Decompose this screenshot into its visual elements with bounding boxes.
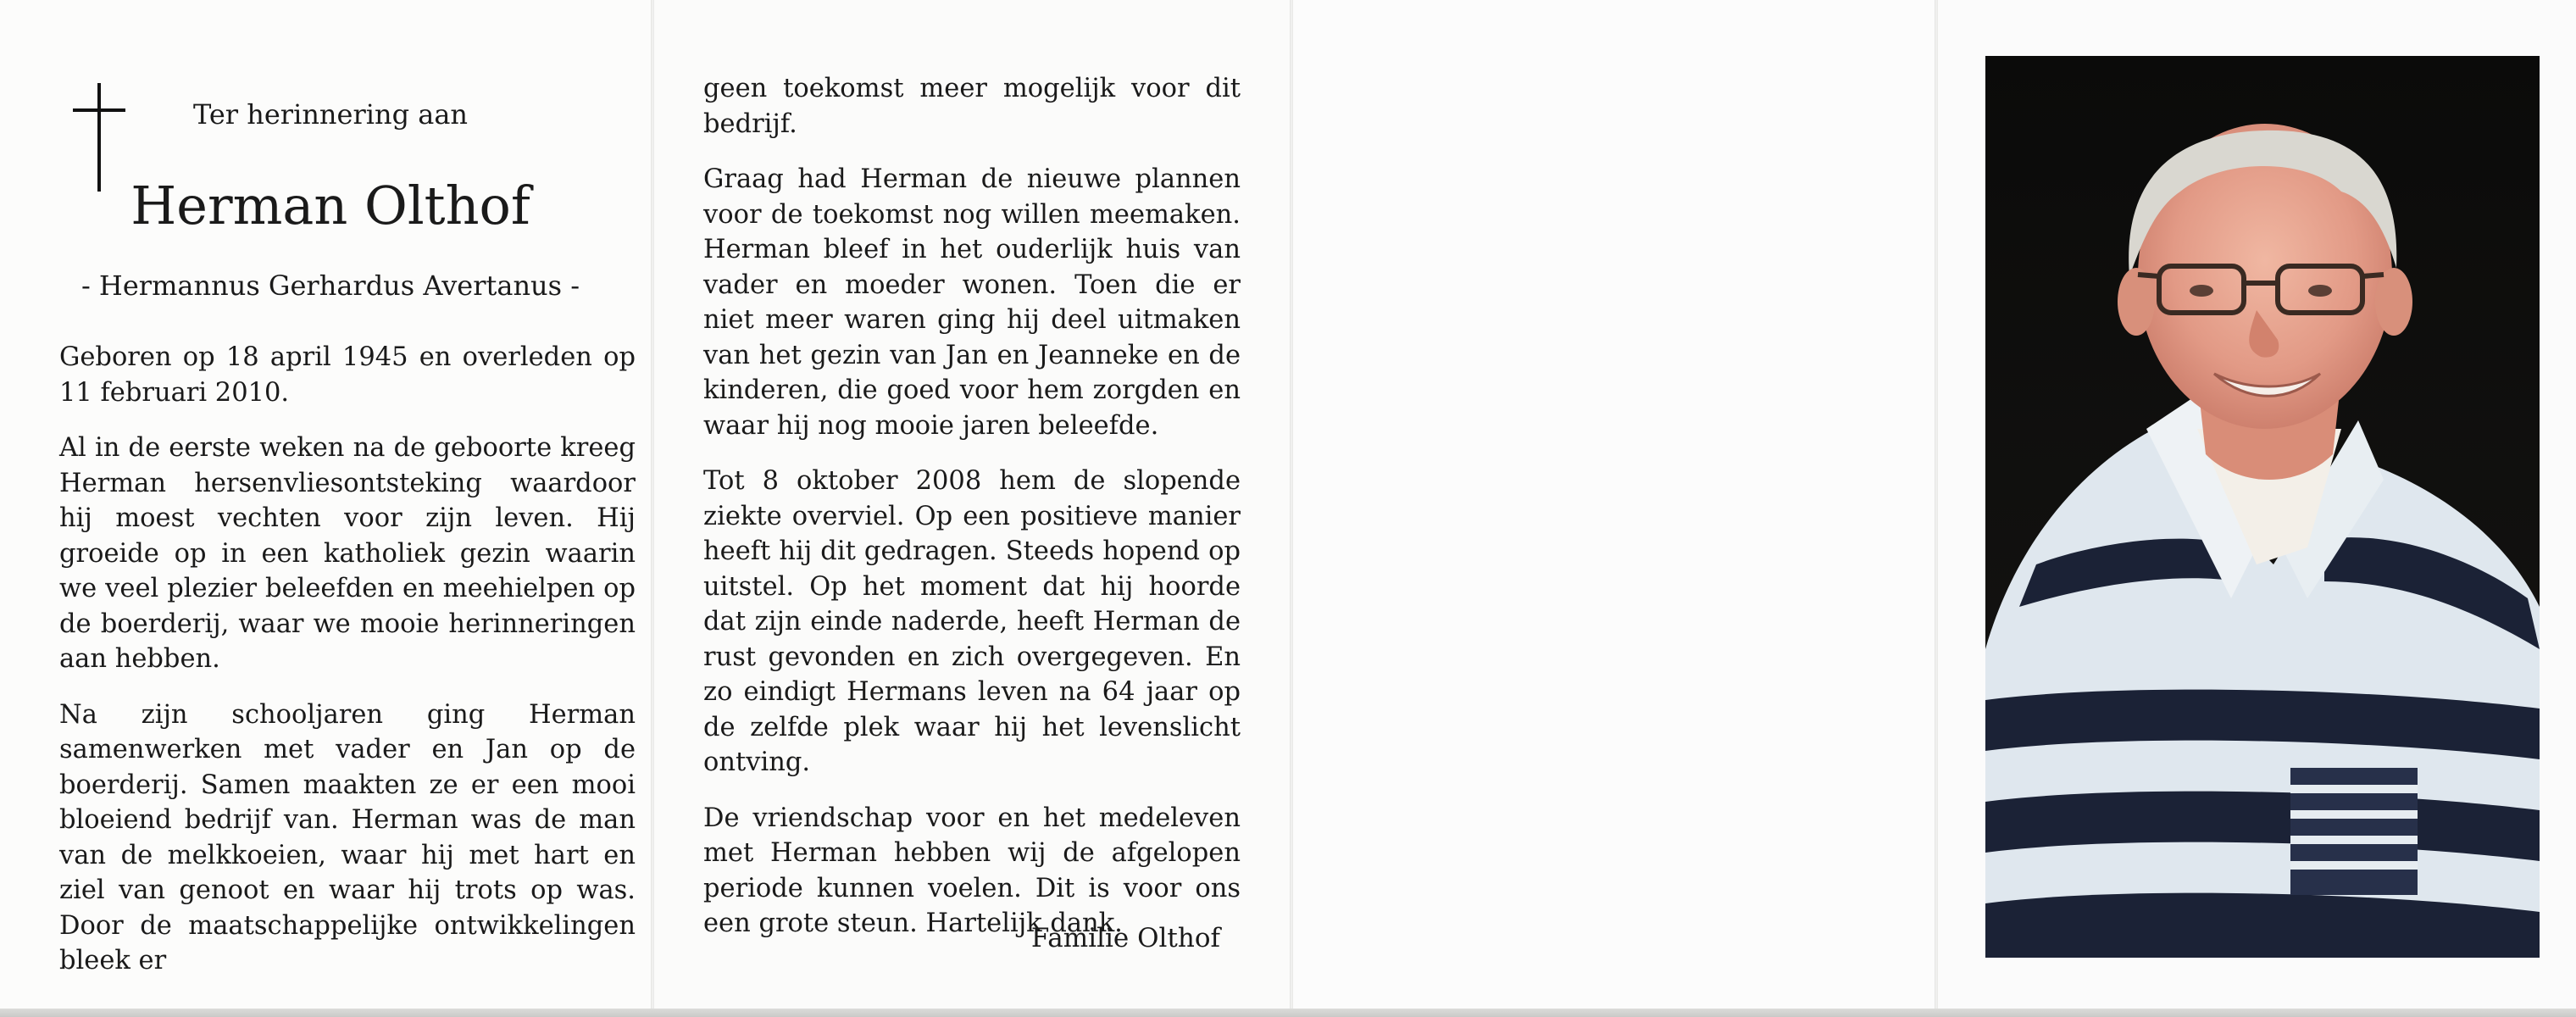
text-column-2 [703,71,1241,962]
fold-line [651,0,654,1014]
panel-blank [1292,0,1936,1014]
deceased-name: Herman Olthof [130,175,530,236]
paragraph: De vriendschap voor en het medeleven met Herman hebben wij de afgelopen periode kunnen voelen. Dit is voor ons een grote steun. Hartelijk dank. [703,803,1241,938]
deceased-full-name: - Hermannus Gerhardus Avertanus - [80,270,580,302]
text-column-1 [59,340,636,999]
paragraph: Na zijn schooljaren ging Herman samenwerken met vader en Jan op de boerderij. Samen maakten ze er een mooi bloeiend bedrijf van. Herman was de man van de melkkoeien, waar hij met hart en ziel van genoot en waar hij trots op was. Door de maatschappelijke ontwikkelingen bleek er [59,699,636,975]
fold-line [1290,0,1293,1014]
portrait-illustration [1985,56,2540,958]
portrait-photo [1985,56,2540,958]
intro-text: Ter herinnering aan [192,98,469,131]
paragraph: Tot 8 oktober 2008 hem de slopende ziekte overviel. Op een positieve manier heeft hij dit gedragen. Steeds hopend op uitstel. Op het moment dat hij hoorde dat zijn einde naderde, heeft Herman de rust gevonden en zich overgegeven. En zo eindigt Hermans leven na 64 jaar op de zelfde plek waar hij het levenslicht ontving. [703,466,1241,777]
paragraph: Geboren op 18 april 1945 en overleden op 11 februari 2010. [59,342,636,408]
paragraph: geen toekomst meer mogelijk voor dit bedrijf. [703,74,1241,139]
paragraph: Graag had Herman de nieuwe plannen voor de toekomst nog willen meemaken. Herman bleef in het ouderlijk huis van vader en moeder wonen. Toen die er niet meer waren ging hij deel uitmaken van het gezin van Jan en Jeanneke en de kinderen, die goed voor hem zorgden en waar hij nog mooie jaren beleefde. [703,164,1241,441]
signature: Familie Olthof [1030,923,1220,953]
card-bottom-edge [0,1009,2576,1017]
paragraph: Al in de eerste weken na de geboorte kreeg Herman hersenvliesontsteking waardoor hij moest vechten voor zijn leven. Hij groeide op in een katholiek gezin waarin we veel plezier beleefden en meehielpen op de boerderij, waar we mooie herinneringen aan hebben. [59,433,636,674]
fold-line [1935,0,1938,1014]
